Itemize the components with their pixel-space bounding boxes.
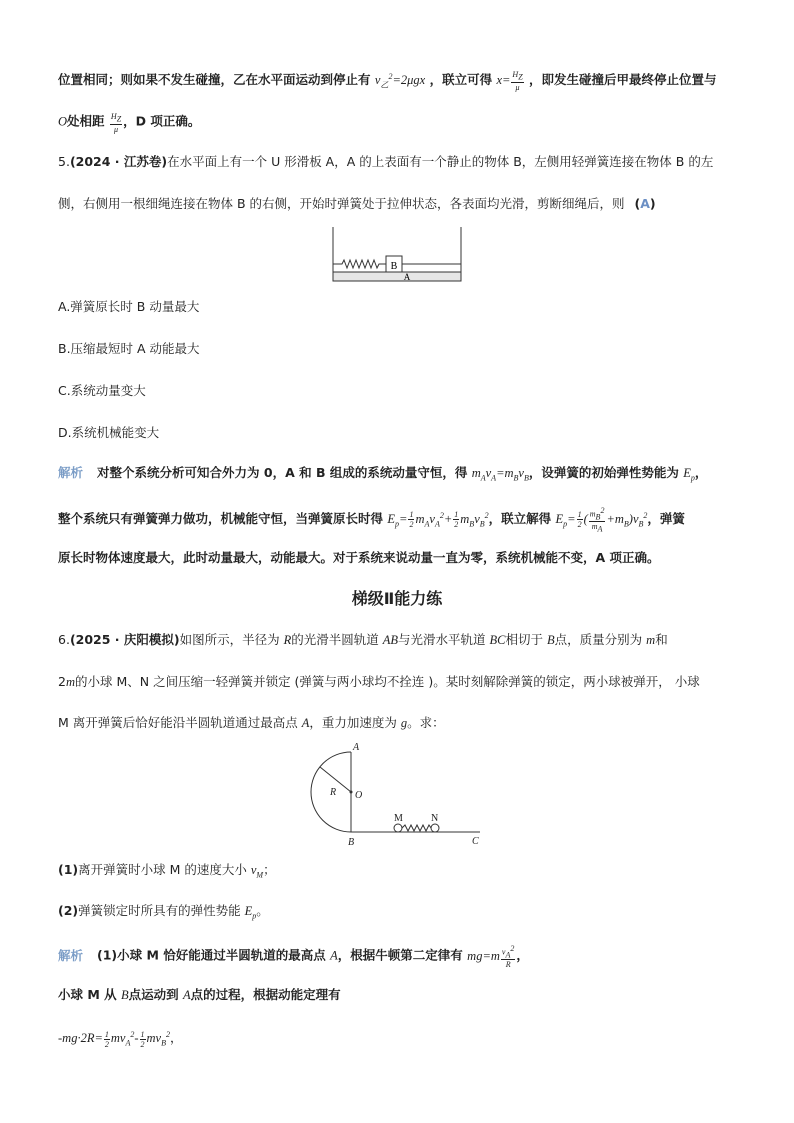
text: (1)小球 M 恰好能通过半圆轨道的最高点 [97, 947, 326, 963]
text: 位置相同；则如果不发生碰撞，乙在水平面运动到停止有 [58, 72, 371, 88]
text: 原长时物体速度最大，此时动量最大，动能最大。对于系统来说动量一直为零，系统机械能不变，A 项正确。 [58, 550, 660, 565]
solution-6-line-1 [58, 944, 754, 969]
symbol: m [65, 675, 75, 689]
sub-question-2 [58, 902, 754, 926]
option-text: A.弹簧原长时 B 动量最大 [58, 299, 200, 314]
question-number: 5. [58, 154, 70, 169]
text: M 离开弹簧后恰好能沿半圆轨道通过最高点 [58, 715, 298, 730]
text: 点的过程，根据动能定理有 [190, 987, 341, 1002]
text: 。求： [407, 715, 445, 730]
option-c [58, 382, 754, 400]
question-6-line-2 [58, 673, 754, 691]
label-r: R [330, 787, 337, 798]
formula: $E_p=$ $\frac{1}{2}$ ( $\frac{m_B^2}{m_A}$ $+m_B)v_B^2$ [555, 506, 648, 534]
slide-body [333, 272, 461, 281]
solution-6-line-3: -mg·2R= $\frac{1}{2}$ $mv_A^2-$ $\frac{1}{2}$ $mv_B^2$， [58, 1029, 183, 1049]
question-6-line-1 [58, 631, 754, 649]
text: ，联立可得 [429, 72, 493, 88]
section-title: 梯级Ⅱ能力练 [351, 589, 443, 608]
symbol: R [283, 633, 292, 647]
text: ，重力加速度为 [309, 715, 397, 730]
text: 相切于 [505, 632, 544, 647]
text: 在水平面上有一个 U 形滑板 A，A 的上表面有一个静止的物体 B，左侧用轻弹簧连接在物体 B 的左 [167, 154, 714, 169]
symbol: B [547, 633, 555, 647]
question-6-line-3 [58, 714, 754, 732]
symbol: AB [382, 633, 399, 647]
formula: -mg·2R= $\frac{1}{2}$ $mv_A^2-$ $\frac{1}{2}$ $mv_B^2$ [58, 1029, 170, 1049]
answer: A [640, 196, 650, 211]
text: 侧，右侧用一根细绳连接在物体 B 的右侧，开始时弹簧处于拉伸状态，各表面均光滑，剪断细绳后，则 [58, 196, 625, 211]
label-a: A [403, 272, 411, 282]
symbol: $v_M$ [250, 863, 264, 880]
text: ； [263, 862, 276, 877]
text: 弹簧锁定时所具有的弹性势能 [78, 903, 241, 918]
text: ，根据牛顿第二定律有 [337, 947, 463, 963]
symbol: g [400, 716, 408, 730]
symbol: m [646, 633, 656, 647]
question-number: 6. [58, 632, 70, 647]
paragraph-line [58, 112, 754, 134]
answer-bracket: ) [649, 196, 656, 211]
answer-bracket: ( [634, 196, 641, 211]
label-a: A [353, 742, 360, 753]
symbol: A [301, 716, 310, 730]
text: 如图所示，半径为 [179, 632, 280, 647]
text: ， [694, 465, 708, 480]
solution-tag: 解析 [58, 947, 84, 963]
formula: $E_p$ [683, 466, 695, 483]
text: 整个系统只有弹簧弹力做功，机械能守恒，当弹簧原长时得 [58, 510, 384, 526]
option-d [58, 424, 754, 442]
symbol: A [183, 988, 191, 1002]
question-5-line-1 [58, 153, 754, 171]
formula: x= $\frac{H_Z}{\mu}$ [496, 70, 523, 93]
label-b: B [348, 837, 355, 848]
text: ， [516, 947, 529, 963]
symbol: BC [489, 633, 506, 647]
label-b: B [390, 261, 398, 272]
text: ，联立解得 [488, 510, 552, 526]
point-label: O [58, 114, 68, 129]
solution-6-line-2 [58, 986, 754, 1004]
formula: mg=m $\frac{v_A^2}{R}$ [467, 944, 515, 970]
solution-5-line-3 [58, 549, 754, 567]
option-a [58, 298, 754, 316]
center-point [350, 791, 353, 794]
option-b [58, 340, 754, 358]
label-m: M [394, 813, 403, 824]
text: 2 [58, 674, 66, 689]
sub-number: (2) [58, 903, 79, 918]
symbol: $E_p$ [244, 904, 257, 921]
option-text: B.压缩最短时 A 动能最大 [58, 341, 200, 356]
figure-slide-spring [330, 225, 465, 285]
formula: $m_Av_A=m_Bv_B$ [471, 466, 529, 483]
question-5-line-2 [58, 195, 754, 213]
compressed-spring [402, 825, 431, 831]
label-o: O [355, 790, 363, 801]
text: 离开弹簧时小球 M 的速度大小 [78, 862, 247, 877]
solution-5-line-2 [58, 506, 754, 534]
text: ，即发生碰撞后甲最终停止位置与 [529, 72, 717, 88]
text: 的小球 M、N 之间压缩一轻弹簧并锁定 (弹簧与两小球均不拴连 )。某时刻解除弹簧的锁定，两小球被弹开， 小球 [74, 674, 700, 689]
text: 与光滑水平轨道 [398, 632, 486, 647]
text: ，弹簧 [647, 510, 685, 526]
question-source: (2025 · 庆阳模拟) [69, 632, 180, 647]
formula: $E_p=$ $\frac{1}{2}$ $m_Av_A^2+$ $\frac{1}{2}$ $m_Bv_B^2$ [387, 510, 489, 530]
symbol: B [121, 988, 129, 1002]
text: ，D 项正确。 [123, 113, 201, 129]
ball-n [431, 824, 439, 832]
text: 对整个系统分析可知合外力为 0，A 和 B 组成的系统动量守恒，得 [97, 465, 468, 480]
formula: $\frac{H_Z}{\mu}$ [110, 112, 122, 134]
option-text: D.系统机械能变大 [58, 425, 160, 440]
text: 点运动到 [128, 987, 179, 1002]
question-source: (2024 · 江苏卷) [69, 154, 168, 169]
text: 处相距 [67, 113, 105, 129]
spring [333, 260, 386, 268]
sub-question-1 [58, 861, 754, 885]
text: ，设弹簧的初始弹性势能为 [528, 465, 679, 480]
text: 和 [655, 632, 668, 647]
solution-tag: 解析 [58, 465, 84, 480]
text: 小球 M 从 [58, 987, 117, 1002]
text: 。 [256, 903, 269, 918]
text: 点，质量分别为 [554, 632, 643, 647]
text: 的光滑半圆轨道 [291, 632, 379, 647]
figure-semicircle-track [300, 740, 490, 850]
sub-number: (1) [58, 862, 79, 877]
formula: $v_乙^2=2\mu gx$ [374, 72, 426, 90]
paragraph-line [58, 68, 754, 95]
label-n: N [431, 813, 439, 824]
ball-m [394, 824, 402, 832]
label-c: C [472, 836, 479, 847]
solution-5-line-1 [58, 464, 754, 488]
option-text: C.系统动量变大 [58, 383, 146, 398]
symbol: A [330, 948, 338, 963]
